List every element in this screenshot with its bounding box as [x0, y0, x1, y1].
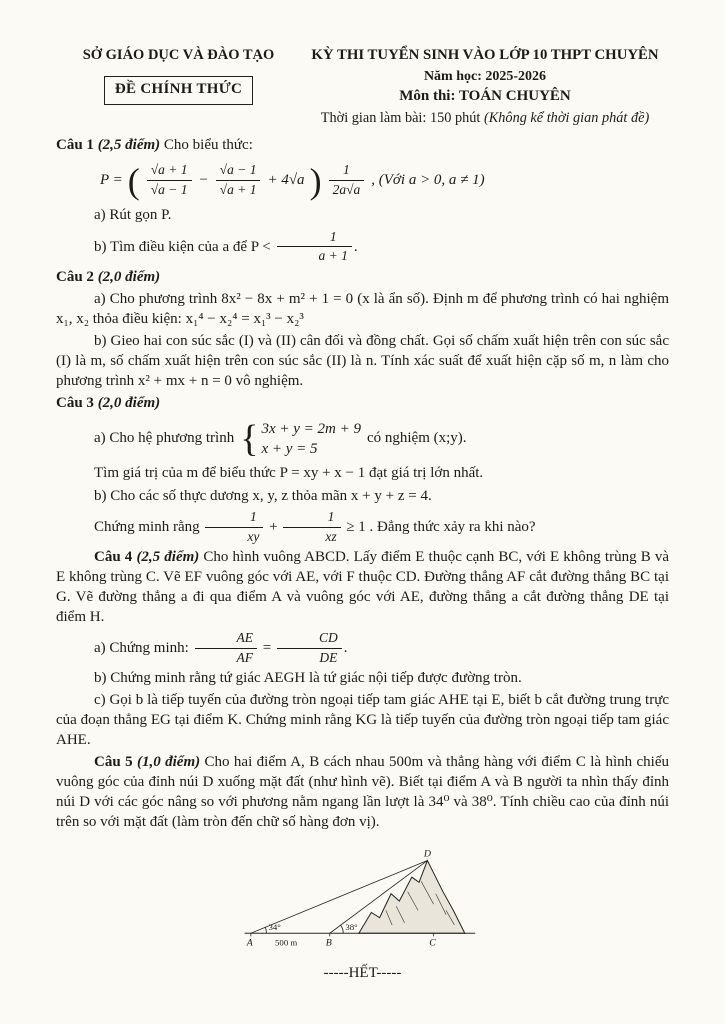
fraction: [283, 509, 340, 546]
q1-item-b: [56, 229, 669, 266]
school-year: Năm học: 2025-2026: [423, 68, 547, 84]
q4-intro: [56, 548, 669, 627]
q2-item-b: b) Gieo hai con súc sắc (I) và (II) cân đối và đồng chất. Gọi số chấm xuất hiện trên con súc sắc (I) là m, số chấm xuất hiện trên con súc sắc (II) là n. Tính xác suất để xuất hiện cặp số m, n làm cho phương trình x² + mx + n = 0 vô nghiệm.: [56, 333, 669, 389]
q2-item-a: a) Cho phương trình 8x² − 8x + m² + 1 = 0 (x là ẩn số). Định m để phương trình có hai nghiệm x₁, x₂ thỏa điều kiện: x₁⁴ − x₂⁴ = x₁³ − x₂³: [56, 291, 669, 327]
plus-term: + 4√a: [267, 171, 305, 188]
q3-item-a-text: a) Cho hệ phương trình: [94, 430, 235, 447]
fraction: [277, 630, 342, 667]
q3-item-a-tail: có nghiệm (x;y).: [366, 430, 467, 447]
header-left: [56, 46, 301, 105]
q3-heading-line: [56, 394, 669, 414]
end-marker: -----HẾT-----: [323, 965, 402, 982]
system-brace: {: [240, 417, 259, 460]
q4-item-a-text: a) Chứng minh:: [94, 639, 189, 656]
point-a-label: A: [246, 938, 253, 950]
q1-heading-line: [56, 136, 669, 156]
numerator: 1: [277, 229, 352, 248]
q5-intro: [56, 753, 669, 832]
numerator: 1: [329, 162, 365, 181]
q5-text: Cho hai điểm A, B cách nhau 500m và thẳng hàng với điểm C là hình chiếu vuông góc của đỉnh núi D xuống mặt đất (như hình vẽ). Biết tại điểm A và B người ta nhìn thấy đỉnh núi D với các góc nâng so với phương nằm ngang lần lượt là 34⁰ và 38⁰. Tính chiều cao của đỉnh núi trên so với mặt đất (làm tròn đến chữ số hàng đơn vị).: [56, 754, 670, 830]
duration-text: Thời gian làm bài: 150 phút: [320, 109, 484, 126]
point-b-label: B: [325, 938, 332, 950]
exam-subject: Môn thi: TOÁN CHUYÊN: [399, 88, 571, 104]
equals-sign: =: [262, 639, 272, 656]
exam-body: [56, 136, 669, 984]
angle-a-label: 34°: [268, 922, 281, 933]
department-name: SỞ GIÁO DỤC VÀ ĐÀO TẠO: [82, 47, 275, 63]
header-right: [301, 46, 669, 128]
denominator: AF: [236, 649, 254, 665]
plus-operator: +: [269, 518, 278, 535]
denominator: xy: [247, 528, 260, 544]
fraction: [205, 509, 263, 546]
angle-arc-a: [265, 928, 266, 934]
q5-figure: [56, 846, 669, 961]
q1-formula-lhs: P =: [100, 171, 123, 188]
system-equation-2: x + y = 5: [261, 441, 318, 458]
denominator: √a + 1: [219, 182, 257, 198]
fraction: [329, 162, 365, 199]
q4-points: (2,5 điểm): [136, 549, 200, 566]
angle-b-label: 38°: [344, 922, 358, 933]
q4-intro-text: Cho hình vuông ABCD. Lấy điểm E thuộc cạnh BC, với E không trùng B và E không trùng C. Vẽ EF vuông góc với AE, với F thuộc CD. Đường thẳng AF cắt đường thẳng BC tại G. Vẽ đường thẳng a đi qua điểm A và vuông góc với AE, đường thẳng a cắt đường thẳng DE tại điểm H.: [56, 549, 670, 625]
official-exam-label: ĐỀ CHÍNH THỨC: [114, 81, 243, 98]
q1-points: (2,5 điểm): [97, 136, 161, 153]
mountain-shape: [358, 861, 464, 934]
q1-item-b-text: b) Tìm điều kiện của a để P <: [94, 238, 271, 255]
denominator: √a − 1: [150, 182, 188, 198]
minus-operator: −: [198, 171, 209, 188]
fraction: [216, 162, 261, 199]
q3-item-b: b) Cho các số thực dương x, y, z thỏa mãn x + y + z = 4.: [94, 487, 432, 504]
q2-heading-line: [56, 268, 669, 288]
exam-title: KỲ THI TUYỂN SINH VÀO LỚP 10 THPT CHUYÊN: [311, 47, 659, 63]
q1-formula-condition: , (Với a > 0, a ≠ 1): [371, 171, 485, 188]
denominator: xz: [325, 528, 337, 544]
point-c-label: C: [428, 938, 436, 950]
open-paren: (: [127, 160, 140, 201]
denominator: a + 1: [318, 248, 348, 264]
official-exam-box: [104, 76, 253, 105]
q5-points: (1,0 điểm): [136, 754, 201, 771]
denominator: DE: [319, 649, 338, 665]
q5-heading: Câu 5: [94, 754, 133, 771]
q2-heading: Câu 2: [56, 268, 94, 285]
numerator: AE: [195, 630, 258, 649]
numerator: √a − 1: [216, 162, 261, 181]
header: [56, 46, 669, 128]
duration-note: (Không kể thời gian phát đề): [483, 109, 650, 126]
fraction: [195, 630, 258, 667]
fraction: [277, 229, 352, 266]
q3-points: (2,0 điểm): [97, 395, 161, 412]
numerator: 1: [205, 509, 263, 528]
exam-duration: [301, 109, 669, 128]
q3-inequality-text: Chứng minh rằng: [94, 518, 200, 535]
distance-label: 500 m: [274, 938, 297, 949]
system-equation-1: 3x + y = 2m + 9: [261, 420, 361, 437]
q3-item-b2: [56, 509, 669, 546]
q4-item-c: c) Gọi b là tiếp tuyến của đường tròn ngoại tiếp tam giác AHE tại E, biết b cắt đường trung trực của đoạn thẳng EG tại điểm K. Chứng minh rằng KG là tiếp tuyến của đường tròn ngoại tiếp tam giác AHE.: [56, 692, 669, 748]
q2-points: (2,0 điểm): [97, 268, 161, 285]
q4-item-a: [56, 630, 669, 667]
system-equations: [261, 419, 361, 460]
q1-item-a: a) Rút gọn P.: [94, 207, 172, 224]
q4-item-a-period: .: [343, 639, 348, 656]
numerator: CD: [277, 630, 342, 649]
peak-label: D: [423, 848, 431, 860]
denominator: 2a√a: [332, 182, 361, 198]
angle-arc-b: [340, 926, 343, 934]
mountain-diagram: [238, 846, 488, 954]
close-paren: ): [309, 160, 322, 201]
q3-heading: Câu 3: [56, 395, 94, 412]
q4-item-b: b) Chứng minh rằng tứ giác AEGH là tứ giác nội tiếp được đường tròn.: [94, 670, 522, 687]
q1-item-b-period: .: [353, 238, 358, 255]
numerator: 1: [283, 509, 340, 528]
numerator: √a + 1: [147, 162, 192, 181]
q4-heading: Câu 4: [94, 549, 133, 566]
q1-formula: [100, 162, 669, 199]
q1-intro-text: Cho biểu thức:: [163, 136, 253, 153]
fraction: [147, 162, 192, 199]
q3-item-a2: Tìm giá trị của m để biểu thức P = xy + x − 1 đạt giá trị lớn nhất.: [94, 465, 484, 482]
q1-heading: Câu 1: [56, 136, 94, 153]
q3-inequality-tail: ≥ 1 . Đẳng thức xảy ra khi nào?: [346, 518, 536, 535]
equation-system: [240, 419, 361, 460]
q3-item-a: [56, 419, 669, 460]
